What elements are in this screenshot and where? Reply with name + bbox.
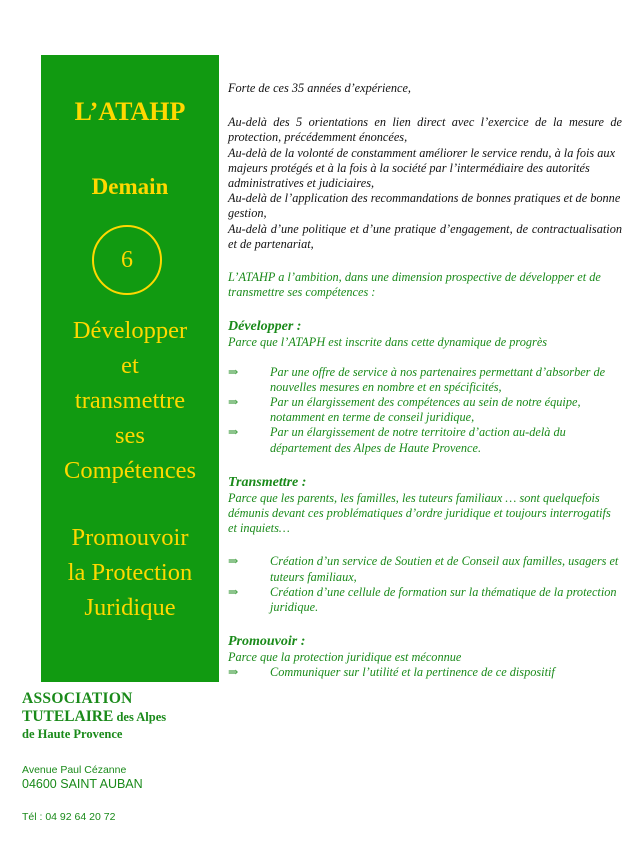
arrow-icon: ⇒ <box>228 584 239 599</box>
panel-line: la Protection <box>67 559 193 586</box>
association-name <box>22 690 222 742</box>
panel-title: L’ATAHP <box>74 97 186 126</box>
transmit-list <box>228 554 622 615</box>
promote-text: Parce que la protection juridique est méconnue <box>228 650 462 665</box>
arrow-icon: ⇒ <box>228 665 239 680</box>
panel-line: et <box>121 352 139 379</box>
section-number-badge: 6 <box>92 225 162 295</box>
beyond-paragraph: Au-delà d’une politique et d’une pratique d’engagement, de contractualisation et de partenariat, <box>228 221 622 251</box>
ambition-paragraph: L’ATAHP a l’ambition, dans une dimension prospective de développer et de transmettre ses compétences : <box>228 270 601 300</box>
develop-list <box>228 365 622 456</box>
list-item <box>228 665 622 680</box>
list-item <box>228 554 622 584</box>
panel-subtitle: Demain <box>91 174 169 199</box>
list-item <box>228 425 622 455</box>
transmit-heading: Transmettre : <box>228 474 307 490</box>
association-tutelaire: TUTELAIRE <box>22 708 114 725</box>
address-street: Avenue Paul Cézanne <box>22 764 127 776</box>
panel-line: Compétences <box>64 457 196 484</box>
list-item-text: Par un élargissement des compétences au sein de notre équipe, notamment en terme de conseil juridique, <box>270 395 581 425</box>
association-line-1: ASSOCIATION <box>22 690 133 707</box>
list-item-text: Par une offre de service à nos partenaires permettant d’absorber de nouvelles mesures en nombre et en spécificités, <box>270 364 606 394</box>
arrow-icon: ⇒ <box>228 554 239 569</box>
list-item-text: Par un élargissement de notre territoire d’action au-delà du département des Alpes de Haute Provence. <box>270 425 566 455</box>
association-line-3: de Haute Provence <box>22 727 123 741</box>
list-item-text: Création d’une cellule de formation sur la thématique de la protection juridique. <box>270 584 617 615</box>
beyond-paragraph: Au-delà de l’application des recommandations de bonnes pratiques et de bonne gestion, <box>228 191 621 221</box>
title-panel <box>41 55 219 682</box>
transmit-text: Parce que les parents, les familles, les tuteurs familiaux … sont quelquefois démunis devant ces problématiques d’ordre juridique et toujours interrogatifs et inquiets… <box>228 490 611 536</box>
develop-heading: Développer : <box>228 319 302 335</box>
main-text <box>228 81 622 681</box>
beyond-paragraph: Au-delà de la volonté de constamment améliorer le service rendu, à la fois aux majeurs protégés et à la fois à la société par l’intermédiaire des autorités administratives et judiciaires, <box>228 145 616 191</box>
panel-line: Promouvoir <box>71 524 189 551</box>
list-item <box>228 365 622 395</box>
association-line-2 <box>22 708 222 726</box>
phone-number: Tél : 04 92 64 20 72 <box>22 811 116 823</box>
list-item-text: Communiquer sur l’utilité et la pertinence de ce dispositif <box>270 665 555 680</box>
promote-heading: Promouvoir : <box>228 634 306 650</box>
panel-line: Développer <box>72 317 188 344</box>
list-item <box>228 585 622 615</box>
address-city: 04600 SAINT AUBAN <box>22 777 143 791</box>
association-des-alpes: des Alpes <box>113 710 167 724</box>
panel-line: transmettre <box>74 387 186 414</box>
beyond-paragraph: Au-delà des 5 orientations en lien direct avec l’exercice de la mesure de protection, précédemment énoncées, <box>228 115 622 145</box>
develop-text: Parce que l’ATAPH est inscrite dans cette dynamique de progrès <box>228 335 548 350</box>
arrow-icon: ⇒ <box>228 364 239 379</box>
panel-promote-block <box>41 520 219 625</box>
arrow-icon: ⇒ <box>228 425 239 440</box>
list-item-text: Création d’un service de Soutien et de Conseil aux familles, usagers et tuteurs familiaux, <box>270 554 619 584</box>
intro-paragraph: Forte de ces 35 années d’expérience, <box>228 81 412 95</box>
panel-line: Juridique <box>84 594 176 621</box>
panel-line: ses <box>115 422 145 449</box>
promote-list <box>228 665 622 680</box>
list-item <box>228 395 622 425</box>
arrow-icon: ⇒ <box>228 395 239 410</box>
panel-develop-block <box>41 313 219 488</box>
